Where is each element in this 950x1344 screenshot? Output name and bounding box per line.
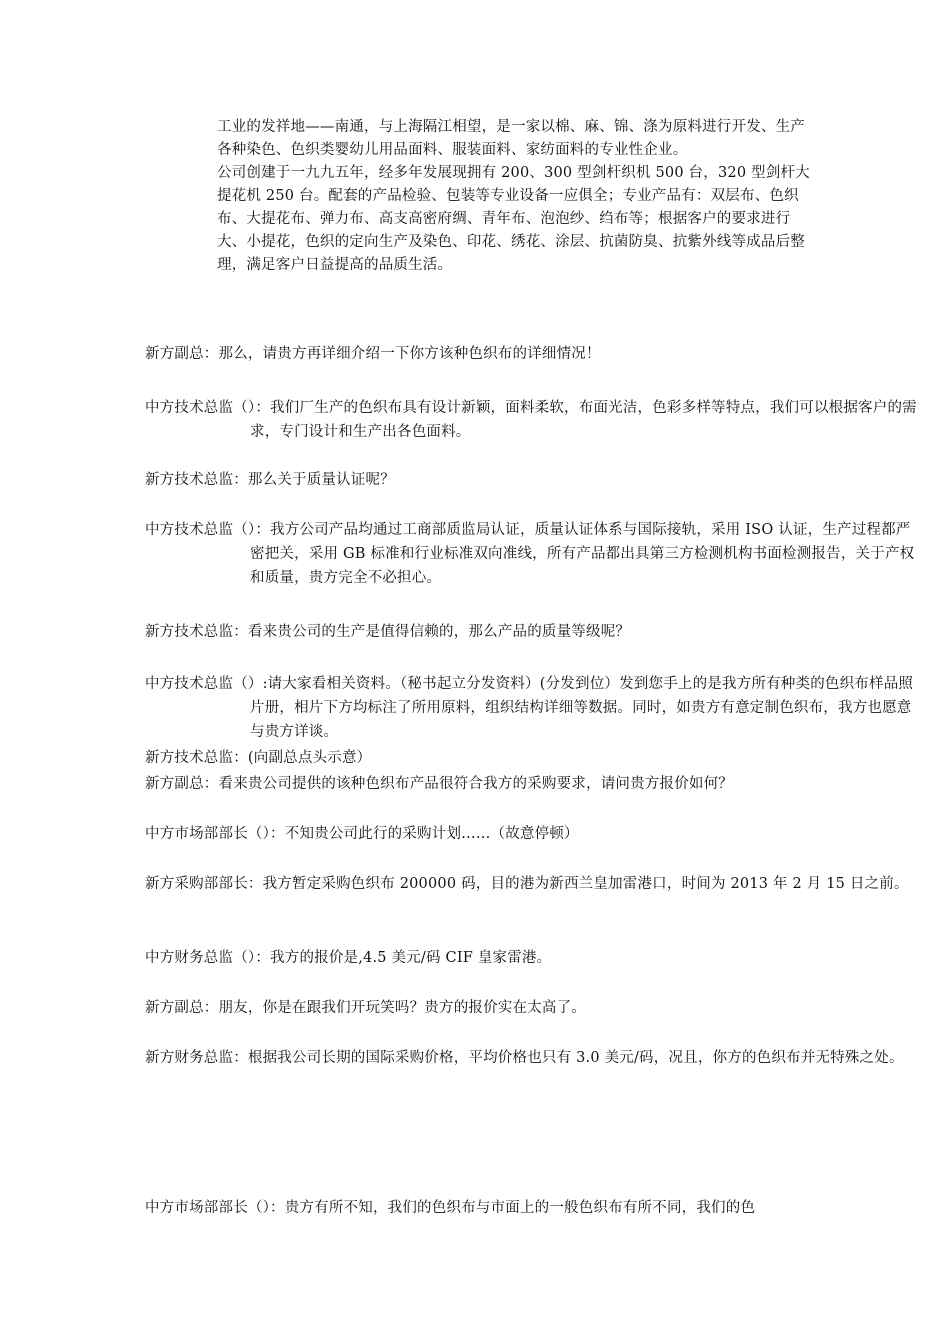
dialog-line: 中方市场部部长（）：贵方有所不知，我们的色织布与市面上的一般色织布有所不同，我们的色 <box>145 1200 756 1216</box>
dialog-line: 中方技术总监（）：我方公司产品均通过工商部质监局认证，质量认证体系与国际接轨，采用 ISO 认证，生产过程都严密把关，采用 GB 标准和行业标准双向准线，所有产品都出具第三方检测机构书面检测报告，关于产权和质量，贵方完全不必担心。 <box>145 522 915 586</box>
dialog-line: 新方技术总监：看来贵公司的生产是值得信赖的，那么产品的质量等级呢？ <box>145 624 631 640</box>
intro-paragraph-2: 公司创建于一九九五年，经多年发展现拥有 200、300 型剑杆织机 500 台，320 型剑杆大提花机 250 台。配套的产品检验、包装等专业设备一应俱全；专业产品有：双层布、色织布、大提花布、弹力布、高支高密府绸、青年布、泡泡纱、绉布等；根据客户的要求进行大、小提花，色织的定向生产及染色、印花、绣花、涂层、抗菌防臭、抗紫外线等成品后整理，满足客户日益提高的品质生活。 <box>217 165 810 273</box>
dialog-line: 中方技术总监（）:请大家看相关资料。（秘书起立分发资料）(分发到位）发到您手上的是我方所有种类的色织布样品照片册，相片下方均标注了所用原料，组织结构详细等数据。同时，如贵方有意定制色织布，我方也愿意与贵方详谈。 <box>145 676 914 740</box>
dialog-line: 新方技术总监：那么关于质量认证呢？ <box>145 472 395 488</box>
dialog-line: 新方副总：看来贵公司提供的该种色织布产品很符合我方的采购要求，请问贵方报价如何？ <box>145 776 733 792</box>
dialog-line: 新方财务总监：根据我公司长期的国际采购价格，平均价格也只有 3.0 美元/码，况且，你方的色织布并无特殊之处。 <box>145 1050 904 1066</box>
intro-paragraph-1: 工业的发祥地——南通，与上海隔江相望，是一家以棉、麻、锦、涤为原料进行开发、生产各种染色、色织类婴幼儿用品面料、服装面料、家纺面料的专业性企业。 <box>217 119 805 158</box>
dialog-line: 中方市场部部长（）：不知贵公司此行的采购计划……（故意停顿） <box>145 826 579 842</box>
company-intro <box>217 116 817 277</box>
dialog-line: 新方副总：那么，请贵方再详细介绍一下你方该种色织布的详细情况！ <box>145 346 601 362</box>
dialog-line: 新方技术总监：(向副总点头示意） <box>145 750 372 766</box>
dialog-line: 中方技术总监（）：我们厂生产的色织布具有设计新颖，面料柔软，布面光洁，色彩多样等特点，我们可以根据客户的需求，专门设计和生产出各色面料。 <box>145 400 917 440</box>
dialog-line: 新方采购部部长：我方暂定采购色织布 200000 码，目的港为新西兰皇加雷港口，时间为 2013 年 2 月 15 日之前。 <box>145 876 909 892</box>
dialog-line: 新方副总：朋友，你是在跟我们开玩笑吗？贵方的报价实在太高了。 <box>145 1000 586 1016</box>
dialog-line: 中方财务总监（）：我方的报价是,4.5 美元/码 CIF 皇家雷港。 <box>145 950 552 966</box>
